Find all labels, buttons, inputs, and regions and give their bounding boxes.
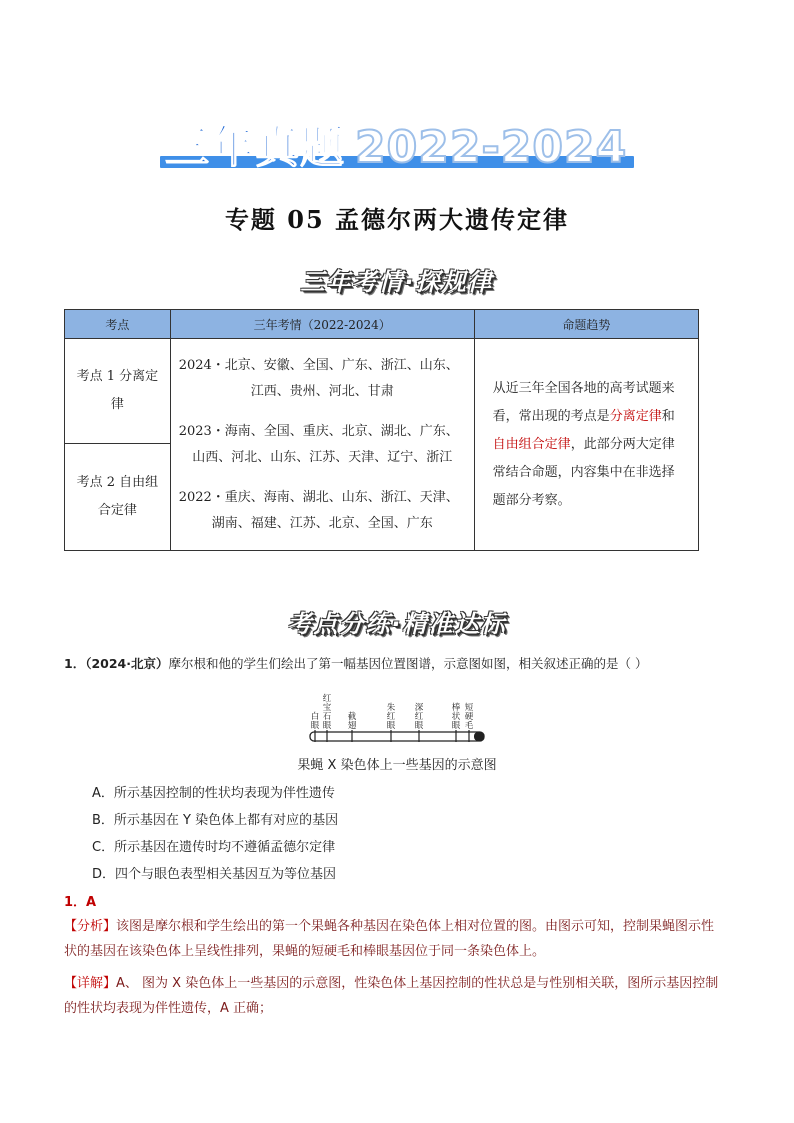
trend-highlight: 自由组合定律 [492, 436, 571, 452]
gene-label-char: 眼 [386, 721, 396, 731]
analysis-paragraph [64, 914, 726, 964]
banner-title-cn: 三年真题 [165, 122, 345, 173]
year-line: 江西、贵州、河北、甘肃 [250, 383, 394, 399]
exam-point-cell: 考点 1 分离定律 [65, 339, 171, 444]
section-heading-trends: 三年考情·探规律 [300, 268, 494, 296]
exam-info-table [64, 309, 699, 551]
gene-label-char: 白 [310, 712, 320, 722]
detail-paragraph [64, 971, 726, 1021]
chromosome-end [474, 732, 484, 741]
banner-title-years: 2022-2024 [355, 122, 628, 173]
option-d: D．四个与眼色表型相关基因互为等位基因 [92, 867, 337, 882]
banner-title [165, 118, 627, 178]
gene-label-char: 短 [464, 703, 474, 713]
gene-label-char: 石 [322, 712, 332, 722]
gene-label-char: 毛 [464, 721, 474, 731]
option-c: C．所示基因在遗传时均不遵循孟德尔定律 [92, 840, 336, 855]
gene-label-char: 红 [386, 712, 396, 722]
year-line: 2024・北京、安徽、全国、广东、浙江、山东、 [178, 357, 459, 373]
question-stem [64, 654, 744, 672]
chromosome-figure [306, 684, 506, 746]
trend-cell [474, 339, 698, 551]
figure-caption: 果蝇 X 染色体上一些基因的示意图 [297, 758, 497, 773]
detail-text: A、 图为 X 染色体上一些基因的示意图，性染色体上基因控制的性状总是与性别相关联，图所示基因控制的性状均表现为伴性遗传，A 正确； [64, 976, 719, 1016]
question-text: 摩尔根和他的学生们绘出了第一幅基因位置图谱，示意图如图，相关叙述正确的是（ ） [168, 656, 648, 671]
exam-years-cell [170, 339, 474, 551]
title-banner [0, 118, 794, 180]
gene-label-char: 截 [347, 712, 357, 722]
question-number: 1． [64, 656, 86, 671]
year-line: 湖南、福建、江苏、北京、全国、广东 [211, 515, 433, 531]
gene-label-char: 宝 [322, 703, 332, 713]
year-entry [179, 485, 466, 537]
gene-label-char: 眼 [310, 721, 320, 731]
gene-label-char: 红 [414, 712, 424, 722]
table-header-cell: 三年考情（2022-2024） [170, 310, 474, 339]
chromosome-bar [310, 732, 484, 741]
gene-labels [311, 693, 474, 731]
gene-label-char: 深 [414, 703, 424, 713]
answer: 1．A [64, 895, 97, 910]
gene-label-char: 眼 [322, 721, 332, 731]
gene-label-char: 硬 [464, 712, 474, 722]
trend-text: ，此部分两大定律常结合命题，内容集中在非选择题部分考察。 [492, 436, 675, 508]
year-entry [179, 419, 466, 471]
gene-label-char: 红 [322, 694, 332, 704]
section-heading-practice: 考点分练·精准达标 [287, 610, 507, 638]
trend-highlight: 分离定律 [609, 408, 662, 424]
option-a: A．所示基因控制的性状均表现为伴性遗传 [92, 786, 335, 801]
analysis-text: 该图是摩尔根和学生绘出的第一个果蝇各种基因在染色体上相对位置的图。由图示可知，控制果蝇图示性状的基因在该染色体上呈线性排列，果蝇的短硬毛和棒眼基因位于同一条染色体上。 [64, 919, 715, 959]
year-entry [179, 353, 466, 405]
gene-label-char: 眼 [451, 721, 461, 731]
table-header-cell: 命题趋势 [474, 310, 698, 339]
table-row [65, 339, 699, 444]
option-b: B．所示基因在 Y 染色体上都有对应的基因 [92, 813, 339, 828]
topic-subtitle: 专题 05 孟德尔两大遗传定律 [224, 205, 570, 234]
year-line: 2022・重庆、海南、湖北、山东、浙江、天津、 [178, 489, 459, 505]
year-line: 2023・海南、全国、重庆、北京、湖北、广东、 [178, 423, 459, 439]
trend-text: 和 [661, 408, 675, 424]
analysis-tag: 【分析】 [64, 919, 117, 934]
question-source: （2024·北京） [85, 656, 169, 671]
detail-tag: 【详解】 [64, 976, 117, 991]
trend-text: 从近三年全国各地的高考试题来看，常出现的考点是 [492, 380, 675, 424]
table-header-row [65, 310, 699, 339]
gene-label-char: 状 [451, 712, 461, 722]
table-header-cell: 考点 [65, 310, 171, 339]
exam-point-cell: 考点 2 自由组合定律 [65, 444, 171, 551]
gene-label-char: 眼 [414, 721, 424, 731]
gene-label-char: 棒 [451, 703, 461, 713]
year-line: 山西、河北、山东、江苏、天津、辽宁、浙江 [192, 449, 453, 465]
gene-label-char: 翅 [347, 721, 357, 731]
gene-label-char: 朱 [386, 703, 396, 713]
